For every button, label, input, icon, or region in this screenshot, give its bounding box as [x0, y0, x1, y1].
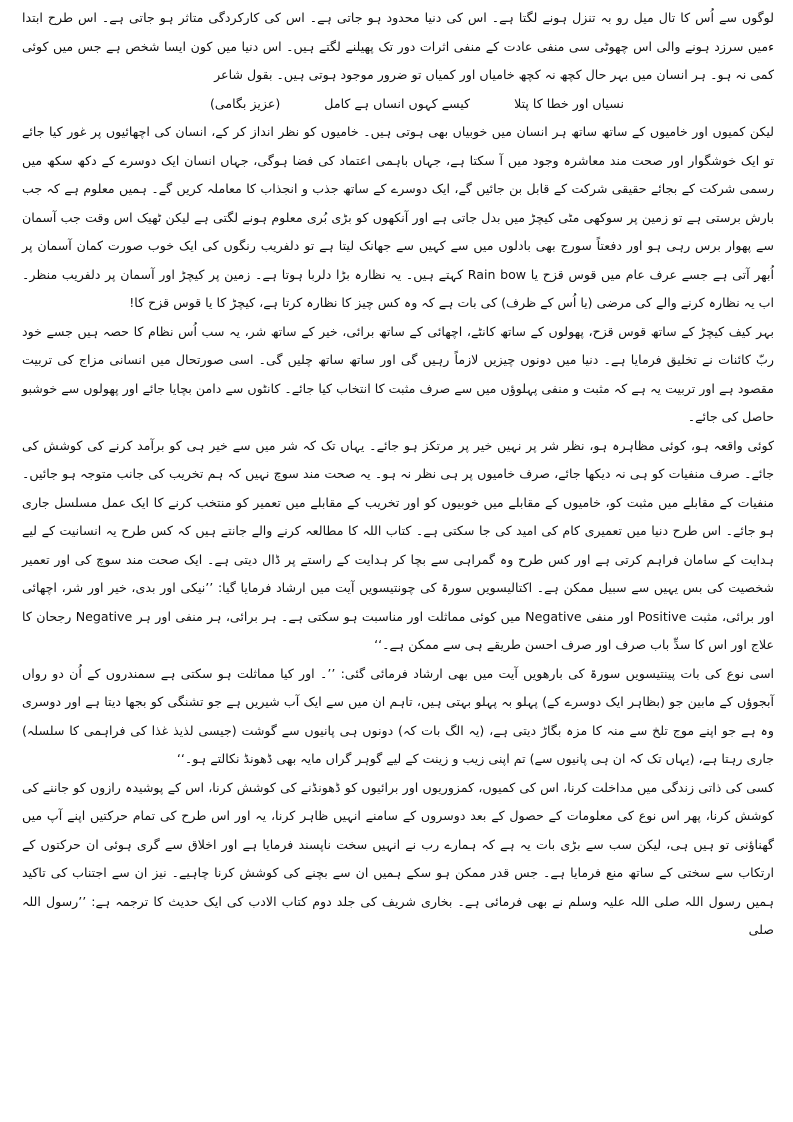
verse-attribution: (عزیز بگامی) — [209, 95, 281, 111]
paragraph-privacy: کسی کی ذاتی زندگی میں مداخلت کرنا، اس کی کمیوں، کمزوریوں اور برائیوں کو ڈھونڈنے کی کوشش کرنا، اس کے پوشیدہ رازوں کو جاننے کی کوشش کرنا، پھر اس نوع کی معلومات کے حصول کے بعد دوسروں کے سامنے انہیں ظاہر کرنا، یہ اور اس طرح کی تمام حرکتیں اپنے آپ میں گھناؤنی تو ہیں ہی، لیکن سب سے بڑی بات یہ ہے کہ ہمارے رب نے انہیں سخت ناپسند فرمایا ہے اور اخلاق سے گری ہوئی ان حرکتوں کے ارتکاب سے سختی کے ساتھ منع فرمایا ہے۔ جس قدر ممکن ہو سکے ہمیں ان سے بچنے کی کوشش کرنا چاہیے۔ نیز ان سے اجتناب کی تاکید ہمیں رسول اللہ صلی اللہ علیہ وسلم نے بھی فرمائی ہے۔ بخاری شریف کی جلد دوم کتاب الادب کی ایک حدیث کا ترجمہ ہے: ’’رسول اللہ صلی — [22, 779, 774, 937]
document-page — [22, 4, 774, 945]
paragraph-flowers: بہر کیف کیچڑ کے ساتھ قوس قزح، پھولوں کے ساتھ کانٹے، اچھائی کے ساتھ برائی، خیر کے ساتھ شر، یہ سب اُس نظام کا حصہ ہیں جسے خود ربّ کائنات نے تخلیق فرمایا ہے۔ دنیا میں دونوں چیزیں لازماً رہیں گی اور ساتھ ساتھ چلیں گی۔ اسی صورتحال میں انسانی مزاج کی تربیت مقصود ہے اور تربیت یہ ہے کہ مثبت و منفی پہلوؤں میں سے صرف مثبت کا انتخاب کیا جائے۔ کانٹوں سے دامن بچایا جائے اور پھولوں سے خوشبو حاصل کی جائے۔ — [22, 323, 774, 424]
paragraph-intro: لوگوں سے اُس کا تال میل رو بہ تنزل ہونے لگتا ہے۔ اس کی دنیا محدود ہو جاتی ہے۔ اس کی کارکردگی متاثر ہو جاتی ہے۔ اس طرح ابتدا ءمیں سرزد ہونے والی اس چھوٹی سی منفی عادت کے منفی اثرات دور تک پھیلنے لگتے ہیں۔ اس دنیا میں کون ایسا شخص ہے جس میں کوئی کمی نہ ہو۔ ہر انسان میں بہر حال کچھ نہ کچھ خامیاں اور کمیاں تو ضرور موجود ہوتی ہیں۔ بقول شاعر — [22, 10, 774, 82]
paragraph-rainbow: لیکن کمیوں اور خامیوں کے ساتھ ساتھ ہر انسان میں خوبیاں بھی ہوتی ہیں۔ خامیوں کو نظر انداز کر کے، انسان کی اچھائیوں پر غور کیا جائے تو ایک خوشگوار اور صحت مند معاشرہ وجود میں آ سکتا ہے، جہاں باہمی اعتماد کی فضا ہوگی، جہاں انسان ایک دوسرے کے دکھ سکھ میں رسمی شرکت کے بجائے حقیقی شرکت کے قابل بن جائیں گے، ایک دوسرے کے ساتھ جذب و انجذاب کا معاملہ کریں گے۔ ہمیں معلوم ہے کہ جب بارش برستی ہے تو زمین پر سوکھی مٹی کیچڑ میں بدل جاتی ہے اور آنکھوں کو بڑی بُری معلوم ہونے لگتی ہے لیکن ٹھیک اس وقت جب آسمان سے پھوار برس رہی ہو اور دفعتاً سورج بھی بادلوں میں سے کہیں سے جھانک لیتا ہے تو دلفریب رنگوں کی ایک خوب صورت کمان آسمان پر اُبھر آتی ہے جسے عرف عام میں قوس قزح یا Rain bow کہتے ہیں۔ یہ نظارہ بڑا دلربا ہوتا ہے۔ زمین پر کیچڑ اور آسمان پر دلفریب منظر۔ اب یہ نظارہ کرنے والے کی مرضی (یا اُس کے ظرف) کی بات ہے کہ وہ کس چیز کا نظارہ کرتا ہے، کیچڑ کا یا قوس قزح کا! — [22, 124, 774, 310]
paragraph-positive: کوئی واقعہ ہو، کوئی مظاہرہ ہو، نظر شر پر نہیں خیر پر مرتکز ہو جائے۔ یہاں تک کہ شر میں سے خیر ہی کو برآمد کرنے کی کوشش کی جائے۔ صرف منفیات کو ہی نہ دیکھا جائے، صرف خامیوں پر ہی نظر نہ ہو۔ یہ صحت مند سوچ نہیں کہ ہم تخریب کی جانب متوجہ ہو جائیں۔ منفیات کے مقابلے میں مثبت کو، خامیوں کے مقابلے میں خوبیوں کو اور تخریب کے مقابلے میں تعمیر کو منتخب کرنے کا ایک عمل مسلسل جاری ہو جائے۔ اس طرح دنیا میں تعمیری کام کی امید کی جا سکتی ہے۔ کتاب اللہ کا مطالعہ کرنے والے جانتے ہیں کہ کس طرح یہ انسانیت کے لیے ہدایت کے سامان فراہم کرتی ہے اور کس طرح وہ گمراہی سے بچا کر ہدایت کے راستے پر ڈال دیتی ہے۔ ایک صحت مند سوچ کی اور تعمیر شخصیت کی بس یہیں سے سبیل ممکن ہے۔ اکتالیسویں سورۃ کی چونتیسویں آیت میں ارشاد فرمایا گیا: ’’نیکی اور بدی، خیر اور شر، اچھائی اور برائی، مثبت Positive اور منفی Negative میں کوئی مماثلت اور مناسبت ہو سکتی ہے۔ ہر برائی، ہر منفی اور ہر Negative رجحان کا علاج اور اس کا سدِّ باب صرف اور صرف احسن طریقے ہی سے ممکن ہے۔‘‘ — [22, 437, 775, 652]
verse-line-1: نسیاں اور خطا کا پتلا — [514, 95, 624, 111]
verse-line-2: کیسے کہوں انساں ہے کامل — [324, 95, 471, 111]
poem-verse — [22, 90, 774, 119]
paragraph-seas: اسی نوع کی بات پینتیسویں سورۃ کی بارھویں آیت میں بھی ارشاد فرمائی گئی: ’’۔ اور کیا مماثلت ہو سکتی ہے سمندروں کے اُن دو رواں آبجوؤں کے مابین جو (بظاہر ایک دوسرے کے) پہلو بہ پہلو بہتی ہیں، تاہم ان میں سے ایک آب شیریں ہے جو تشنگی کو بجھا دیتا ہے اور دوسری وہ ہے جو اپنے موج تلخ سے منہ کا مزہ بگاڑ دیتی ہے، (یہ الگ بات کہ) دونوں ہی پانیوں سے گوشت (جیسی لذیذ غذا کی فراہمی کا سلسلہ) جاری رہتا ہے، (یہاں تک کہ ان ہی پانیوں سے) تم اپنی زیب و زینت کے لیے گوہر گراں مایہ بھی ڈھونڈ نکالتے ہو۔‘‘ — [22, 665, 774, 766]
